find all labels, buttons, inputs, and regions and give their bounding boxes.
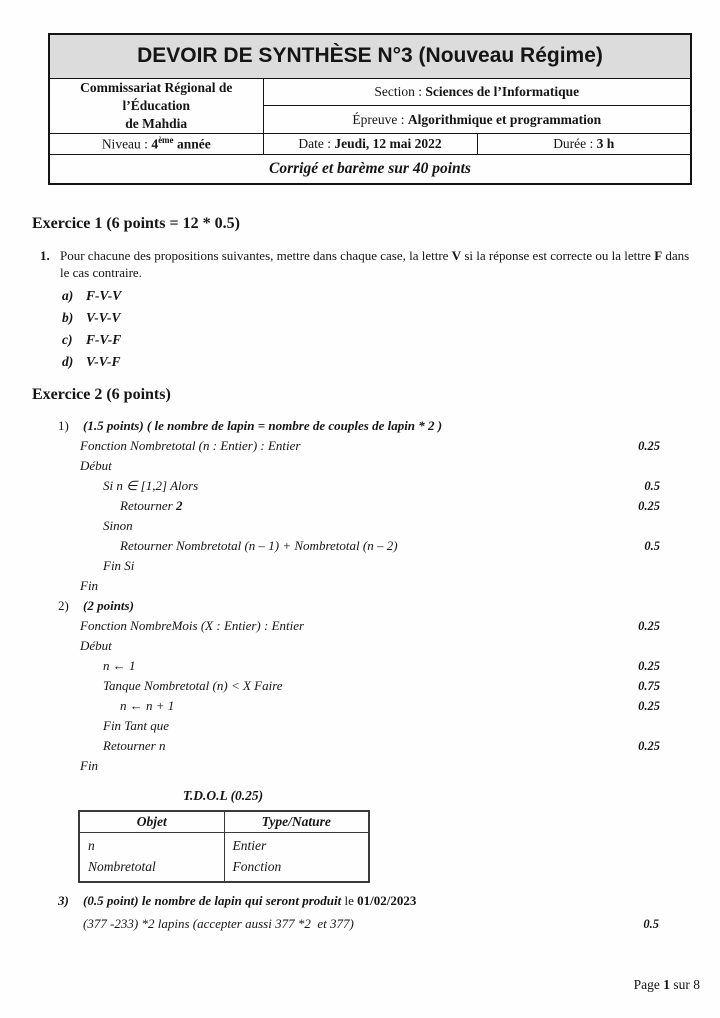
algo-text: Fin — [80, 757, 99, 773]
part1-title: (1.5 points) ( le nombre de lapin = nombre de couples de lapin * 2 ) — [83, 417, 443, 433]
algo-text: Sinon — [103, 517, 133, 533]
algo-text: Retourner Nombretotal (n – 1) + Nombretotal (n – 2) — [120, 537, 398, 553]
question1-letter-f: F — [654, 247, 663, 263]
algo-text: n ← 1 — [103, 657, 136, 673]
part1-number: 1) — [58, 417, 69, 433]
score-value: 0.25 — [638, 438, 660, 453]
question1-text-part2: si la réponse est correcte ou la lettre — [461, 247, 655, 263]
algo-text: Début — [80, 637, 112, 653]
answer-value: V-V-V — [86, 309, 121, 325]
algo-text: Tanque Nombretotal (n) < X Faire — [103, 677, 283, 693]
duree-cell — [477, 134, 691, 155]
epreuve-value: Algorithmique et programmation — [407, 111, 602, 127]
score-value: 0.25 — [638, 498, 660, 513]
niveau-rest: année — [173, 136, 211, 152]
algo-text: Si n ∈ [1,2] Alors — [103, 477, 199, 493]
epreuve-label: Épreuve : — [352, 111, 408, 127]
page-footer — [634, 977, 700, 993]
part3-answer-text: (377 -233) *2 lapins (accepter aussi 377 *2 et 377) — [83, 916, 354, 932]
answer-letter: a) — [62, 287, 74, 303]
algo-line — [80, 756, 660, 776]
exercise1-question1 — [32, 247, 692, 281]
part3-title — [83, 891, 416, 911]
algo-text: Retourner — [120, 497, 176, 513]
algo-text: Fonction Nombretotal (n : Entier) : Entier — [80, 437, 301, 453]
answer-item-a — [62, 288, 720, 303]
part2-title: (2 points) — [83, 597, 134, 613]
tdol-caption: T.D.O.L (0.25) — [182, 787, 264, 803]
tdol-table — [78, 810, 370, 884]
footer-page-number: 1 — [663, 977, 670, 992]
algo-line — [80, 736, 660, 756]
date-label: Date : — [298, 136, 335, 152]
score-value: 0.25 — [638, 738, 660, 753]
algo-line — [80, 696, 660, 716]
algo-line — [80, 576, 660, 596]
algo-line — [80, 556, 660, 576]
part3-number: 3) — [58, 893, 69, 909]
organization-cell — [49, 78, 263, 134]
organization-line2: de Mahdia — [125, 115, 188, 131]
part2-algorithm — [80, 616, 660, 776]
score-value: 0.5 — [643, 917, 659, 932]
score-value: 0.25 — [638, 698, 660, 713]
tdol-objet-column — [79, 833, 224, 883]
tdol-cell: n — [88, 838, 95, 854]
tdol-type-column — [224, 833, 369, 883]
section-label: Section : — [374, 83, 426, 99]
section-value: Sciences de l’Informatique — [425, 83, 580, 99]
document-title: DEVOIR DE SYNTHÈSE N°3 (Nouveau Régime) — [49, 34, 691, 78]
algo-line — [80, 656, 660, 676]
answer-letter: d) — [62, 353, 74, 369]
algo-line — [80, 536, 660, 556]
score-value: 0.5 — [644, 478, 660, 493]
duree-value: 3 h — [596, 136, 615, 152]
part1-algorithm — [80, 436, 660, 596]
exercise1-answers — [62, 288, 720, 369]
algo-line — [80, 496, 660, 516]
date-value: Jeudi, 12 mai 2022 — [334, 136, 442, 152]
date-cell — [263, 134, 477, 155]
score-value: 0.25 — [638, 658, 660, 673]
exercise1-heading: Exercice 1 (6 points = 12 * 0.5) — [32, 214, 240, 232]
question1-number: 1. — [40, 247, 50, 263]
score-value: 0.25 — [638, 618, 660, 633]
answer-value: F-V-F — [86, 331, 122, 347]
exercise2-part2-heading — [58, 596, 720, 616]
niveau-cell — [49, 134, 263, 155]
algo-line — [80, 456, 660, 476]
algo-line — [80, 716, 660, 736]
algo-text: Fin — [80, 577, 99, 593]
header-table — [48, 33, 692, 185]
algo-text: Retourner n — [103, 737, 166, 753]
tdol-cell: Nombretotal — [88, 859, 156, 875]
epreuve-cell — [263, 106, 691, 134]
exercise2-part1-heading — [58, 416, 720, 436]
part2-number: 2) — [58, 597, 69, 613]
exercise2-heading: Exercice 2 (6 points) — [32, 385, 171, 403]
niveau-label: Niveau : — [101, 136, 152, 152]
question1-text-part3: dans le cas contraire. — [60, 247, 690, 280]
algo-line — [80, 636, 660, 656]
score-value: 0.75 — [638, 678, 660, 693]
bareme-banner: Corrigé et barème sur 40 points — [49, 155, 691, 184]
footer-label: Page — [633, 977, 664, 992]
question1-text — [60, 247, 690, 281]
tdol-cell: Entier — [232, 838, 267, 854]
niveau-number: 4 — [151, 136, 159, 152]
algo-text-bold: 2 — [175, 497, 183, 513]
algo-text: Fonction NombreMois (X : Entier) : Entier — [80, 617, 305, 633]
tdol-header-objet: Objet — [79, 811, 224, 833]
answer-letter: c) — [62, 331, 73, 347]
algo-line — [80, 476, 660, 496]
footer-page-total: sur 8 — [670, 977, 700, 992]
algo-text: Début — [80, 457, 112, 473]
part3-title-date: 01/02/2023 — [357, 893, 417, 909]
answer-value: F-V-V — [86, 287, 122, 303]
algo-text: Fin Tant que — [103, 717, 169, 733]
part3-title-plain: le — [341, 893, 358, 909]
score-value: 0.5 — [644, 538, 660, 553]
answer-item-c — [62, 332, 720, 347]
algo-line — [80, 616, 660, 636]
algo-line — [80, 516, 660, 536]
algo-line — [80, 676, 660, 696]
exercise2-part3-heading — [58, 891, 720, 911]
organization-line1: Commissariat Régional de l’Éducation — [80, 79, 233, 113]
part3-title-main: (0.5 point) le nombre de lapin qui seront produit — [83, 893, 342, 909]
question1-text-part1: Pour chacune des propositions suivantes, mettre dans chaque case, la lettre — [60, 247, 452, 263]
tdol-header-type: Type/Nature — [224, 811, 369, 833]
niveau-superscript: ème — [158, 135, 174, 146]
answer-item-b — [62, 310, 720, 325]
answer-letter: b) — [62, 309, 74, 325]
question1-letter-v: V — [451, 247, 462, 263]
part3-answer — [83, 914, 659, 934]
algo-line — [80, 436, 660, 456]
duree-label: Durée : — [553, 136, 597, 152]
answer-item-d — [62, 354, 720, 369]
algo-text: Fin Si — [103, 557, 135, 573]
answer-value: V-V-F — [86, 353, 121, 369]
tdol-cell: Fonction — [232, 859, 282, 875]
document-body — [0, 215, 720, 935]
section-cell — [263, 78, 691, 106]
algo-text: n ← n + 1 — [120, 697, 175, 713]
